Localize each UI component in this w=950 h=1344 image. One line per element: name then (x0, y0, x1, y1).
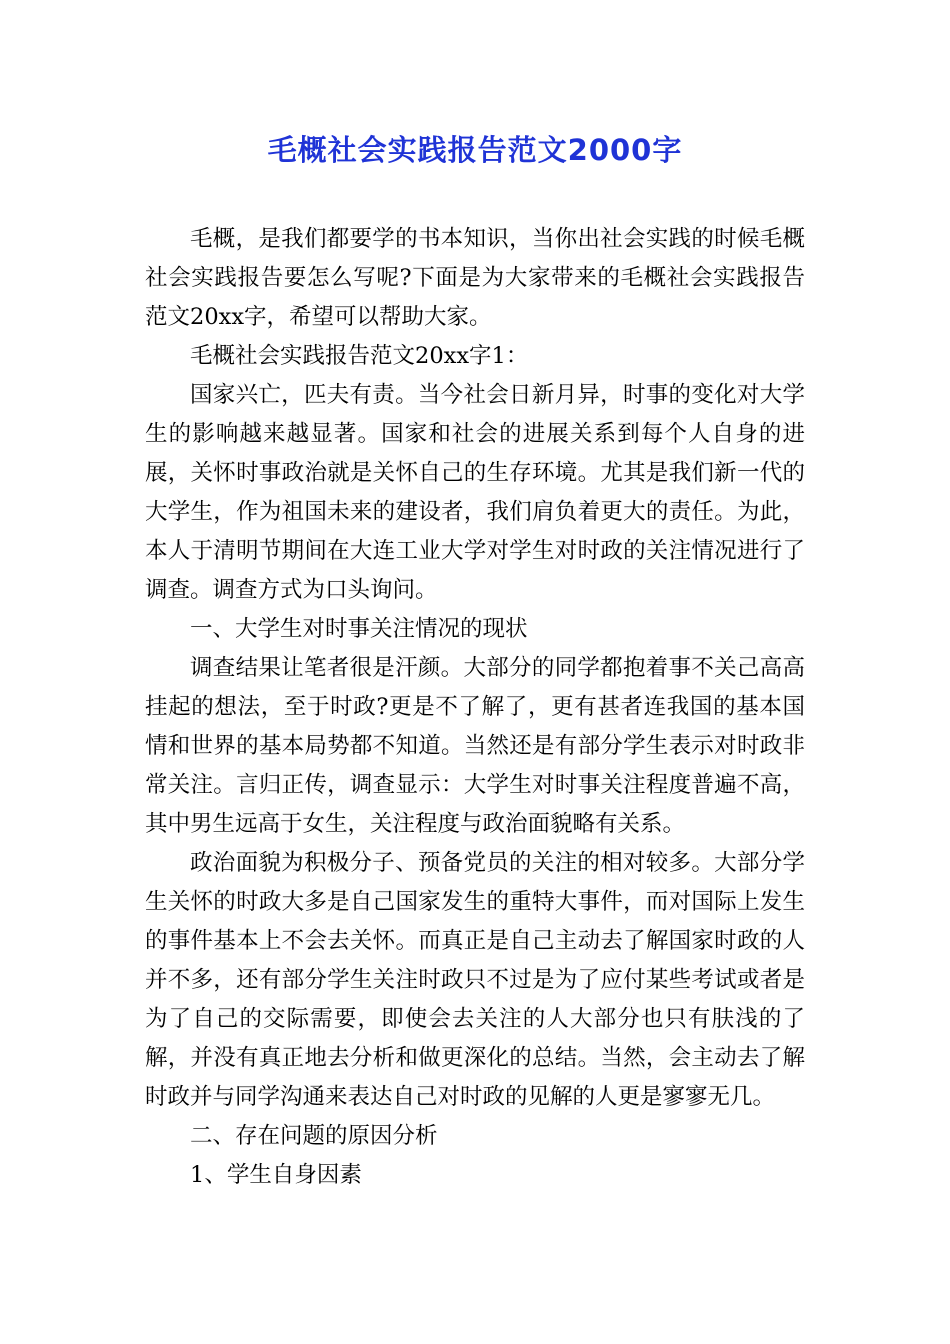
paragraph-intro: 毛概，是我们都要学的书本知识，当你出社会实践的时候毛概社会实践报告要怎么写呢?下面是为大家带来的毛概社会实践报告范文20xx字，希望可以帮助大家。 (145, 226, 805, 330)
paragraph-heading-2: 二、存在问题的原因分析 (190, 1123, 438, 1149)
paragraph-section-heading: 毛概社会实践报告范文20xx字1： (190, 343, 529, 369)
paragraph-body: 国家兴亡，匹夫有责。当今社会日新月异，时事的变化对大学生的影响越来越显著。国家和社会的进展关系到每个人自身的进展，关怀时事政治就是关怀自己的生存环境。尤其是我们新一代的大学生，作为祖国未来的建设者，我们肩负着更大的责任。为此，本人于清明节期间在大连工业大学对学生对时政的关注情况进行了调查。调查方式为口头询问。 (145, 382, 805, 603)
paragraph-subheading-1: 1、学生自身因素 (190, 1162, 362, 1188)
document-title: 毛概社会实践报告范文2000字 (267, 133, 683, 167)
paragraph-body: 政治面貌为积极分子、预备党员的关注的相对较多。大部分学生关怀的时政大多是自己国家发生的重特大事件，而对国际上发生的事件基本上不会去关怀。而真正是自己主动去了解国家时政的人并不多，还有部分学生关注时政只不过是为了应付某些考试或者是为了自己的交际需要，即使会去关注的人大部分也只有肤浅的了解，并没有真正地去分析和做更深化的总结。当然，会主动去了解时政并与同学沟通来表达自己对时政的见解的人更是寥寥无几。 (145, 850, 805, 1110)
paragraph-heading-1: 一、大学生对时事关注情况的现状 (190, 616, 528, 642)
document-body (145, 220, 805, 1195)
paragraph-body: 调查结果让笔者很是汗颜。大部分的同学都抱着事不关己高高挂起的想法，至于时政?更是不了解了，更有甚者连我国的基本国情和世界的基本局势都不知道。当然还是有部分学生表示对时政非常关注。言归正传，调查显示：大学生对时事关注程度普遍不高，其中男生远高于女生，关注程度与政治面貌略有关系。 (145, 655, 805, 837)
